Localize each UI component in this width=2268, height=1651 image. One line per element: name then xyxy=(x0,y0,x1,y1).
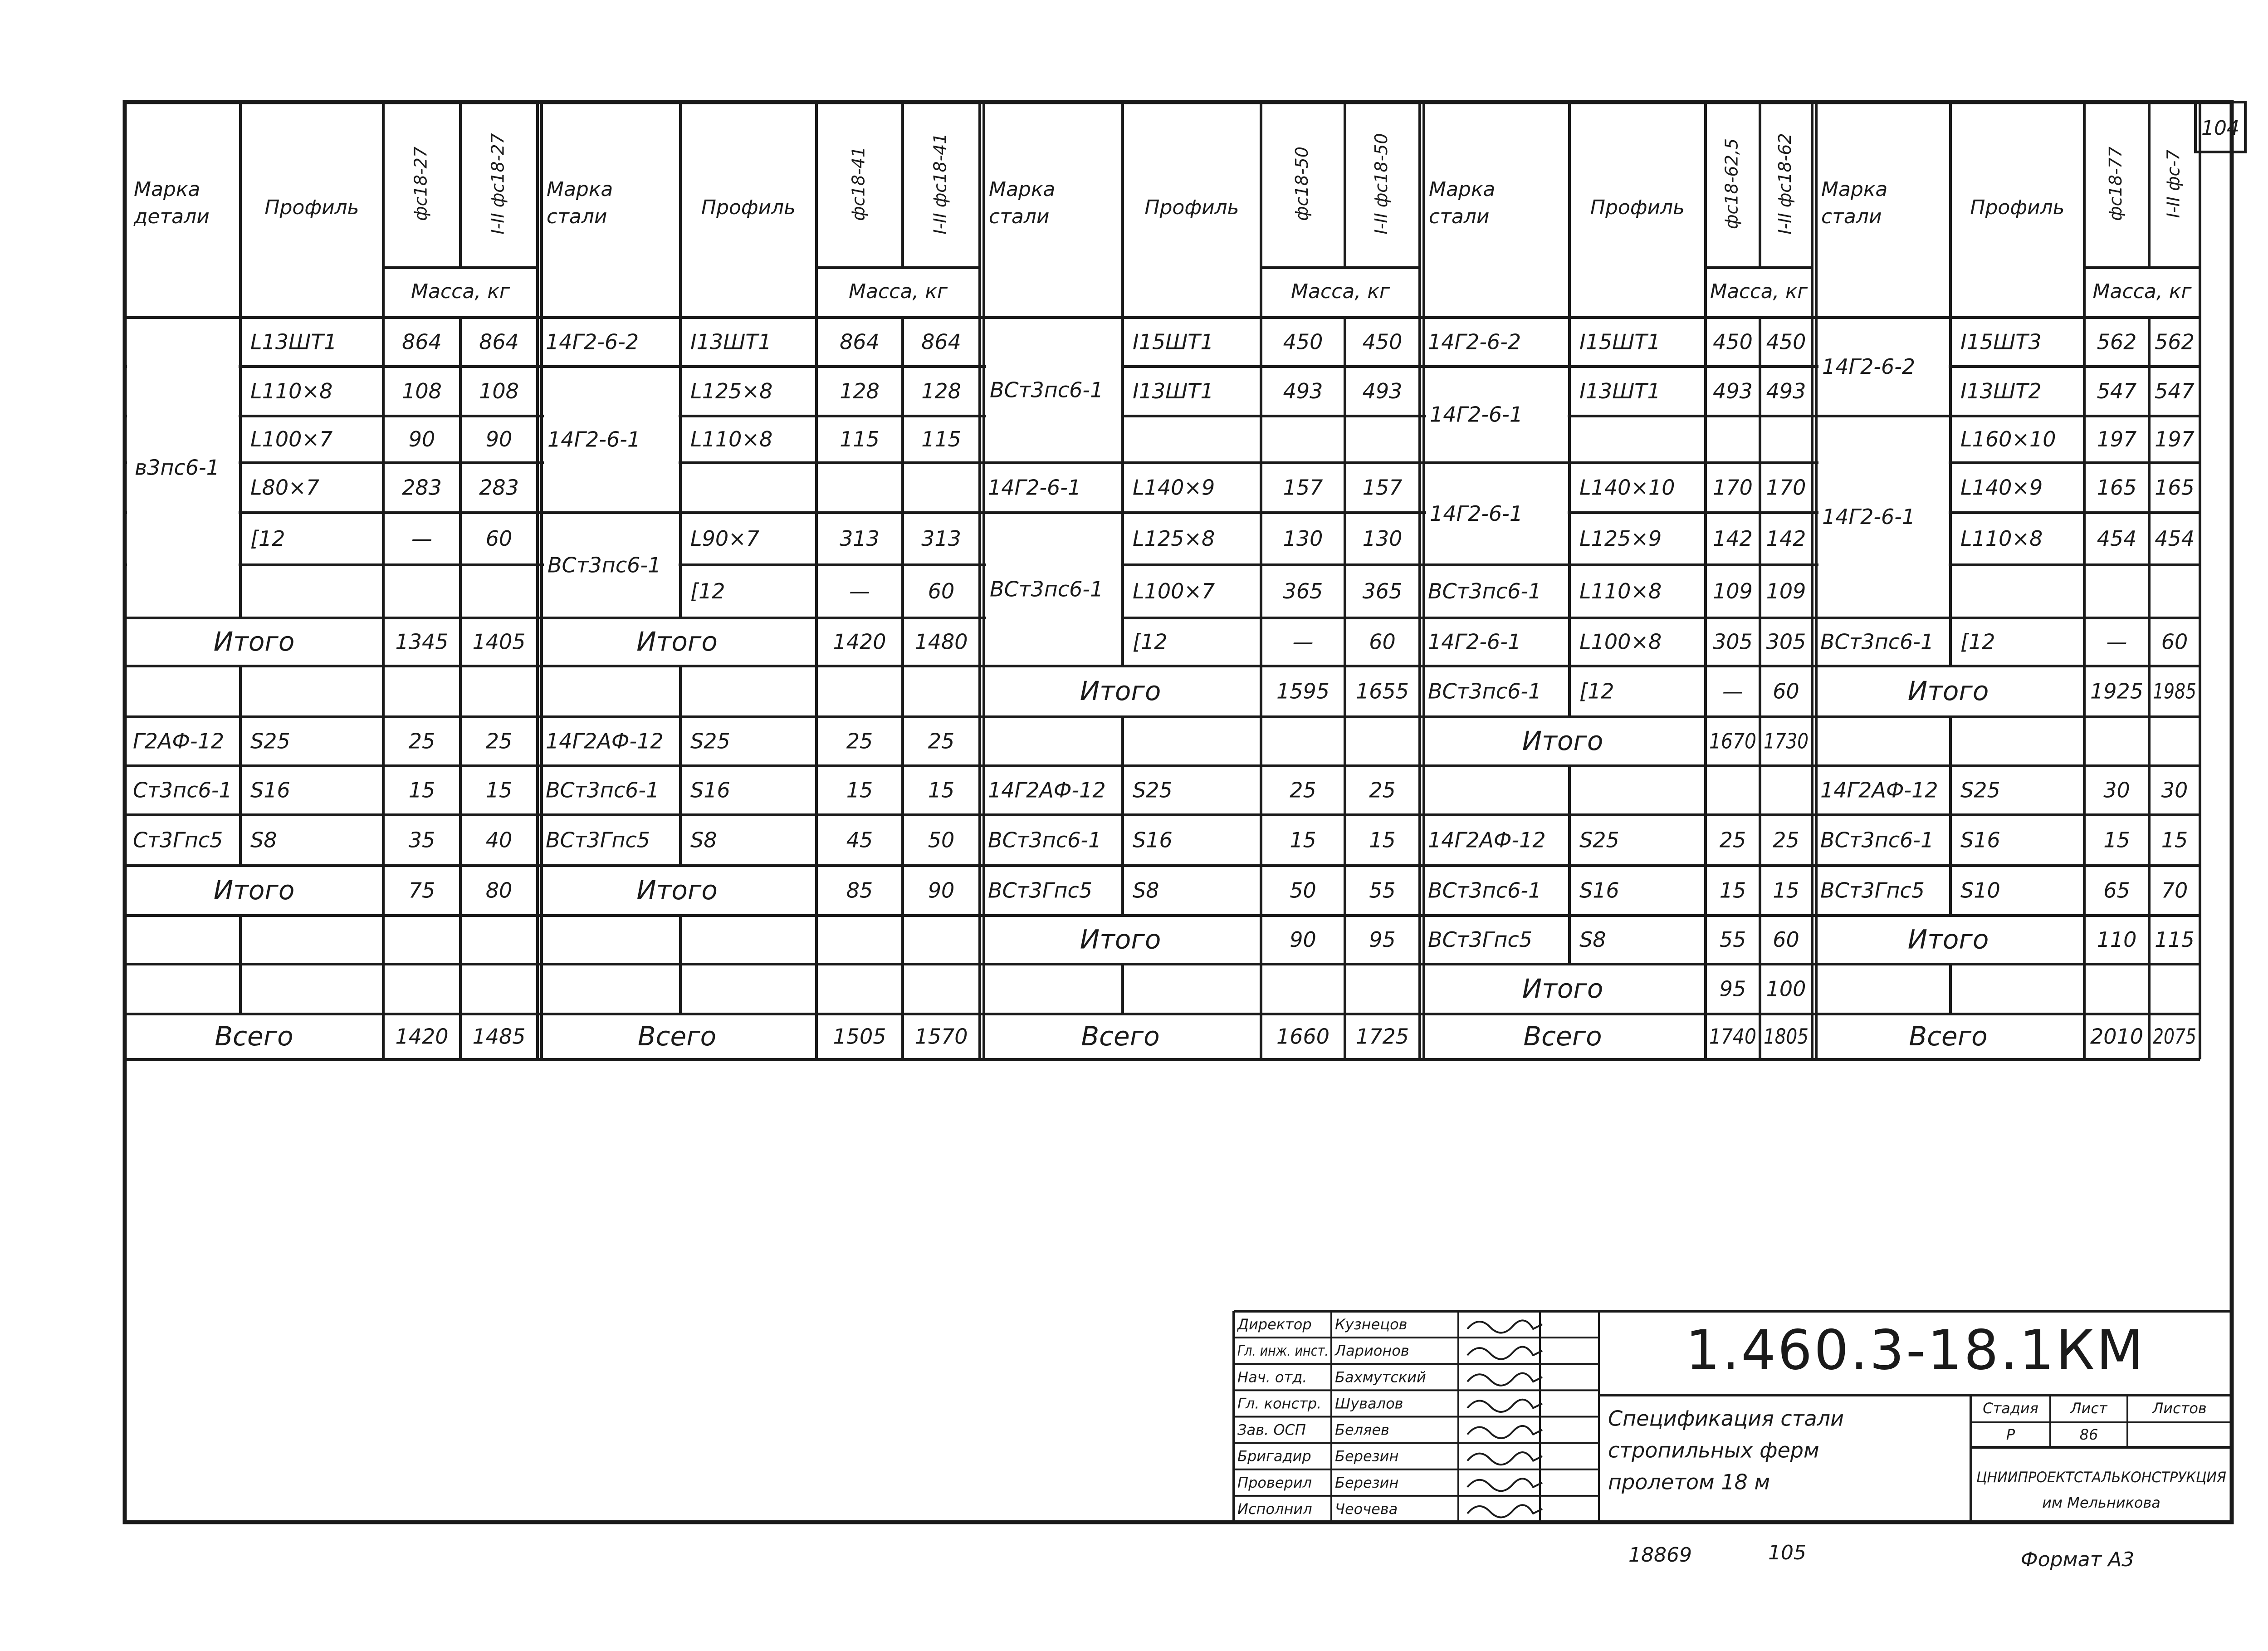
mass-value: 1405 xyxy=(472,629,526,654)
total-label: Всего xyxy=(637,1021,717,1052)
mass-value: 90 xyxy=(1290,927,1316,952)
mass-header: Масса, кг xyxy=(1291,280,1390,303)
mass-value: — xyxy=(849,579,870,603)
mass-value: 95 xyxy=(1719,976,1746,1001)
sheet-number: 104 xyxy=(2201,117,2239,140)
mass-value: 15 xyxy=(2161,828,2188,852)
total-label: Итого xyxy=(213,875,295,906)
steel-grade: ВСт3пс6-1 xyxy=(1428,679,1542,704)
sheets-label: Листов xyxy=(2152,1400,2207,1417)
steel-grade: ВСт3пс6-1 xyxy=(1820,629,1934,654)
signatory-name: Ларионов xyxy=(1335,1342,1409,1360)
profile-value: S8 xyxy=(250,828,277,852)
stage-label: Стадия xyxy=(1983,1400,2038,1417)
profile-value: S25 xyxy=(1960,778,2000,803)
signatory-role: Гл. инж. инст. xyxy=(1237,1342,1329,1360)
steel-grade: ВСт3пс6-1 xyxy=(1428,878,1542,903)
signatory-role: Нач. отд. xyxy=(1237,1368,1307,1386)
mark-header: стали xyxy=(1429,205,1490,228)
profile-value: S25 xyxy=(1133,778,1173,803)
mass-value: 130 xyxy=(1362,526,1403,551)
spec-group-3 xyxy=(980,102,1420,1059)
profile-value: L90×7 xyxy=(690,526,759,551)
mass-value: 1505 xyxy=(833,1024,886,1049)
mass-value: 15 xyxy=(408,778,435,803)
steel-grade: 14Г2-6-1 xyxy=(1430,501,1523,526)
mass-value: 1670 xyxy=(1709,729,1756,754)
signatory-role: Зав. ОСП xyxy=(1237,1421,1306,1439)
mass-value: 90 xyxy=(408,427,435,451)
mass-value: 493 xyxy=(1713,379,1753,403)
mass-value: 864 xyxy=(840,329,880,354)
mass-value: 25 xyxy=(1773,828,1799,852)
mass-value: 1485 xyxy=(472,1024,526,1049)
total-label: Итого xyxy=(636,626,718,657)
drawing-title: пролетом 18 м xyxy=(1608,1470,1770,1494)
truss-mark-header: I-II фс18-27 xyxy=(488,133,508,235)
steel-grade: Г2АФ-12 xyxy=(133,729,225,754)
mass-value: 197 xyxy=(2155,427,2195,451)
mass-value: 30 xyxy=(2161,778,2188,803)
signatory-role: Исполнил xyxy=(1237,1500,1312,1518)
mass-value: 30 xyxy=(2103,778,2130,803)
mass-value: 130 xyxy=(1283,526,1323,551)
signatory-name: Березин xyxy=(1335,1447,1399,1465)
mass-value: 562 xyxy=(2155,329,2195,354)
mass-value: 1420 xyxy=(395,1024,449,1049)
spec-group-4 xyxy=(1420,102,1812,1059)
mass-value: 85 xyxy=(846,878,873,903)
steel-grade: ВСт3пс6-1 xyxy=(1820,828,1934,852)
truss-mark-header: I-II фс-7 xyxy=(2163,149,2184,218)
profile-value: L160×10 xyxy=(1960,427,2056,451)
mass-value: 1420 xyxy=(833,629,886,654)
profile-header: Профиль xyxy=(264,196,359,219)
mass-value: 165 xyxy=(2155,475,2195,500)
profile-value: [12 xyxy=(1133,629,1168,654)
mass-value: 55 xyxy=(1369,878,1396,903)
mark-header: Марка xyxy=(1821,178,1888,201)
mass-value: 365 xyxy=(1362,579,1403,603)
mass-value: 128 xyxy=(921,379,961,403)
steel-grade: ВСт3Гпс5 xyxy=(1820,878,1925,903)
mass-value: 60 xyxy=(928,579,955,603)
total-label: Всего xyxy=(1081,1021,1160,1052)
mass-value: 1925 xyxy=(2090,679,2144,704)
mass-value: 1660 xyxy=(1276,1024,1330,1049)
mass-value: 25 xyxy=(928,729,955,754)
total-label: Итого xyxy=(1080,676,1161,707)
steel-grade: ВСт3пс6-1 xyxy=(547,553,661,578)
mass-value: 2075 xyxy=(2153,1024,2196,1049)
sheet-frame xyxy=(125,102,2232,1522)
mass-value: 45 xyxy=(846,828,873,852)
mass-value: 450 xyxy=(1283,329,1323,354)
mass-value: 15 xyxy=(928,778,955,803)
mass-value: 90 xyxy=(485,427,513,451)
profile-value: S8 xyxy=(690,828,717,852)
signatory-role: Бригадир xyxy=(1237,1447,1311,1465)
paper-format: Формат А3 xyxy=(2020,1548,2135,1571)
steel-grade: 14Г2АФ-12 xyxy=(546,729,664,754)
sheet-footer xyxy=(1628,1541,2134,1571)
truss-mark-header: I-II фс18-50 xyxy=(1371,133,1391,235)
mass-value: 50 xyxy=(1290,878,1316,903)
profile-value: L140×10 xyxy=(1579,475,1675,500)
mass-value: 50 xyxy=(928,828,955,852)
signature-scribble xyxy=(1467,1479,1542,1491)
mass-value: 170 xyxy=(1713,475,1753,500)
mass-value: 60 xyxy=(1773,927,1799,952)
steel-grade: в3пс6-1 xyxy=(135,455,220,480)
signatory-name: Шувалов xyxy=(1335,1395,1403,1412)
profile-value: L110×8 xyxy=(690,427,773,451)
profile-value: L140×9 xyxy=(1133,475,1215,500)
mass-value: 35 xyxy=(408,828,435,852)
mass-value: 60 xyxy=(1773,679,1799,704)
mass-value: 25 xyxy=(846,729,873,754)
profile-value: I13ШТ2 xyxy=(1960,379,2042,403)
signature-scribble xyxy=(1467,1400,1542,1412)
mass-value: 1655 xyxy=(1355,679,1409,704)
mass-value: 864 xyxy=(479,329,519,354)
mass-value: 170 xyxy=(1766,475,1806,500)
mass-value: 864 xyxy=(402,329,442,354)
mass-value: 305 xyxy=(1766,629,1806,654)
mark-header: Марка xyxy=(989,178,1056,201)
organization-name: им Мельникова xyxy=(2042,1494,2160,1511)
mass-value: 115 xyxy=(2155,927,2195,952)
mass-value: 60 xyxy=(2161,629,2188,654)
total-label: Итого xyxy=(1080,924,1161,955)
mass-value: 493 xyxy=(1362,379,1403,403)
mass-value: 142 xyxy=(1713,526,1753,551)
profile-value: L13ШТ1 xyxy=(250,329,337,354)
mass-value: 283 xyxy=(402,475,442,500)
sheet-label: Лист xyxy=(2070,1400,2107,1417)
truss-mark-header: фс18-77 xyxy=(2106,147,2126,221)
steel-grade: ВСт3пс6-1 xyxy=(990,377,1104,402)
signature-scribble xyxy=(1467,1320,1542,1333)
mass-value: 110 xyxy=(2097,927,2137,952)
profile-value: L80×7 xyxy=(250,475,319,500)
mass-value: 2010 xyxy=(2090,1024,2144,1049)
organization-name: ЦНИИПРОЕКТСТАЛЬКОНСТРУКЦИЯ xyxy=(1976,1469,2226,1486)
mass-value: 454 xyxy=(2097,526,2137,551)
profile-value: L110×8 xyxy=(1579,579,1662,603)
steel-grade: 14Г2АФ-12 xyxy=(988,778,1106,803)
truss-mark-header: фс18-50 xyxy=(1292,147,1312,221)
mark-header: стали xyxy=(1821,205,1882,228)
mass-value: 75 xyxy=(408,878,435,903)
mass-value: 80 xyxy=(485,878,513,903)
mass-value: 450 xyxy=(1713,329,1753,354)
profile-value: S16 xyxy=(250,778,290,803)
mass-value: 1985 xyxy=(2153,679,2196,704)
profile-value: L125×9 xyxy=(1579,526,1662,551)
total-label: Всего xyxy=(1523,1021,1602,1052)
mass-value: — xyxy=(1722,679,1743,704)
steel-grade: Ст3пс6-1 xyxy=(133,778,232,803)
mass-value: 493 xyxy=(1766,379,1806,403)
profile-value: S25 xyxy=(690,729,730,754)
steel-grade: ВСт3пс6-1 xyxy=(988,828,1102,852)
profile-value: S16 xyxy=(690,778,730,803)
total-label: Всего xyxy=(1909,1021,1988,1052)
mass-value: 109 xyxy=(1713,579,1753,603)
mass-value: 313 xyxy=(921,526,961,551)
mass-value: 15 xyxy=(1290,828,1316,852)
spec-group-2 xyxy=(538,102,980,1059)
profile-value: L110×8 xyxy=(250,379,333,403)
mass-value: 25 xyxy=(1719,828,1746,852)
mass-value: — xyxy=(2106,629,2127,654)
steel-grade: 14Г2-6-1 xyxy=(1428,629,1521,654)
mass-value: — xyxy=(1292,629,1314,654)
mass-value: 25 xyxy=(408,729,435,754)
total-label: Итого xyxy=(1522,973,1603,1004)
mass-value: 450 xyxy=(1362,329,1403,354)
sheet-drawing xyxy=(125,102,2245,1571)
mass-value: 157 xyxy=(1362,475,1403,500)
steel-grade: ВСт3пс6-1 xyxy=(1428,579,1542,603)
mass-value: 1805 xyxy=(1764,1024,1809,1049)
sheet-value: 86 xyxy=(2079,1426,2098,1443)
total-label: Итого xyxy=(636,875,718,906)
mass-value: 15 xyxy=(846,778,873,803)
mass-value: 115 xyxy=(921,427,961,451)
steel-grade: ВСт3Гпс5 xyxy=(546,828,650,852)
signature-scribble xyxy=(1467,1426,1542,1438)
signatory-name: Чеочева xyxy=(1335,1500,1398,1518)
drawing-title: стропильных ферм xyxy=(1608,1438,1819,1463)
mass-value: 493 xyxy=(1283,379,1323,403)
profile-value: S16 xyxy=(1960,828,2000,852)
mass-value: 109 xyxy=(1766,579,1806,603)
profile-header: Профиль xyxy=(1144,196,1239,219)
stage-value: Р xyxy=(2006,1426,2015,1443)
profile-value: L110×8 xyxy=(1960,526,2043,551)
total-label: Итого xyxy=(1907,924,1989,955)
mass-value: 15 xyxy=(1773,878,1799,903)
document-code: 1.460.3-18.1КМ xyxy=(1685,1319,2146,1382)
mass-value: 1725 xyxy=(1355,1024,1409,1049)
page-number: 105 xyxy=(1768,1541,1806,1564)
steel-grade: 14Г2АФ-12 xyxy=(1820,778,1938,803)
profile-value: I15ШТ1 xyxy=(1133,329,1214,354)
mass-value: 1570 xyxy=(914,1024,968,1049)
mass-value: 40 xyxy=(485,828,513,852)
total-label: Итого xyxy=(1907,676,1989,707)
truss-mark-header: I-II фс18-41 xyxy=(930,133,950,235)
steel-grade: Ст3Гпс5 xyxy=(133,828,223,852)
steel-grade: 14Г2-6-1 xyxy=(547,427,641,452)
drawing-title: Спецификация стали xyxy=(1608,1406,1844,1431)
steel-grade: ВСт3Гпс5 xyxy=(988,878,1092,903)
mass-value: 547 xyxy=(2097,379,2137,403)
profile-value: L100×8 xyxy=(1579,629,1662,654)
profile-value: I15ШТ3 xyxy=(1960,329,2042,354)
signature-scribble xyxy=(1467,1505,1542,1517)
mass-value: 197 xyxy=(2097,427,2137,451)
mass-value: 25 xyxy=(485,729,513,754)
steel-grade: 14Г2-6-1 xyxy=(988,475,1081,500)
mass-header: Масса, кг xyxy=(849,280,948,303)
signature-scribble xyxy=(1467,1347,1542,1359)
profile-value: L125×8 xyxy=(690,379,773,403)
mass-value: 313 xyxy=(840,526,880,551)
signatory-name: Беляев xyxy=(1335,1421,1389,1439)
mass-value: 108 xyxy=(479,379,519,403)
mass-value: 95 xyxy=(1369,927,1396,952)
mass-value: 60 xyxy=(485,526,513,551)
signature-scribble xyxy=(1467,1373,1542,1386)
profile-header: Профиль xyxy=(1590,196,1685,219)
mass-value: 454 xyxy=(2155,526,2195,551)
signatory-role: Проверил xyxy=(1237,1474,1312,1491)
mass-value: 165 xyxy=(2097,475,2137,500)
mark-header: стали xyxy=(989,205,1050,228)
mass-value: 547 xyxy=(2155,379,2195,403)
mass-value: 100 xyxy=(1766,976,1806,1001)
total-label: Всего xyxy=(215,1021,293,1052)
mass-value: 60 xyxy=(1369,629,1396,654)
steel-grade: ВСт3пс6-1 xyxy=(990,577,1104,602)
profile-value: L140×9 xyxy=(1960,475,2043,500)
total-label: Итого xyxy=(1522,725,1603,757)
mass-value: 562 xyxy=(2097,329,2137,354)
spec-group-1 xyxy=(125,102,538,1059)
mass-value: 55 xyxy=(1719,927,1746,952)
steel-grade: 14Г2-6-2 xyxy=(1428,329,1521,354)
steel-grade: ВСт3пс6-1 xyxy=(546,778,660,803)
profile-value: S16 xyxy=(1133,828,1173,852)
profile-value: L100×7 xyxy=(1133,579,1215,603)
truss-mark-header: фс18-62,5 xyxy=(1721,138,1742,230)
mass-value: 365 xyxy=(1283,579,1323,603)
signatory-role: Директор xyxy=(1237,1316,1312,1333)
signatory-name: Кузнецов xyxy=(1335,1316,1408,1333)
steel-grade: 14Г2-6-1 xyxy=(1822,505,1916,529)
mass-value: 70 xyxy=(2161,878,2188,903)
signatory-role: Гл. констр. xyxy=(1237,1395,1322,1412)
mass-value: 1345 xyxy=(395,629,449,654)
profile-value: [12 xyxy=(250,526,285,551)
mass-value: 108 xyxy=(402,379,442,403)
steel-grade: 14Г2-6-2 xyxy=(546,329,639,354)
mass-value: 1740 xyxy=(1709,1024,1756,1049)
mass-value: 15 xyxy=(485,778,513,803)
title-block xyxy=(1234,1311,2232,1522)
profile-value: I13ШТ1 xyxy=(1133,379,1214,403)
mass-value: 25 xyxy=(1290,778,1316,803)
profile-value: S25 xyxy=(250,729,290,754)
mass-value: 90 xyxy=(928,878,955,903)
profile-value: I13ШТ1 xyxy=(1579,379,1661,403)
mass-value: 142 xyxy=(1766,526,1806,551)
mass-value: — xyxy=(411,526,432,551)
profile-header: Профиль xyxy=(701,196,796,219)
mark-header: стали xyxy=(547,205,607,228)
profile-value: I15ШТ1 xyxy=(1579,329,1661,354)
mass-value: 450 xyxy=(1766,329,1806,354)
inventory-number: 18869 xyxy=(1628,1543,1692,1567)
mark-header: Марка xyxy=(1429,178,1496,201)
mass-header: Масса, кг xyxy=(1710,280,1808,303)
profile-value: L100×7 xyxy=(250,427,333,451)
profile-value: S16 xyxy=(1579,878,1619,903)
signatory-name: Бахмутский xyxy=(1335,1368,1426,1386)
profile-value: [12 xyxy=(1579,679,1614,704)
mark-header: детали xyxy=(134,205,210,228)
signatory-name: Березин xyxy=(1335,1474,1399,1491)
mass-value: 128 xyxy=(840,379,880,403)
mass-value: 15 xyxy=(1369,828,1396,852)
mass-header: Масса, кг xyxy=(411,280,510,303)
truss-mark-header: фс18-27 xyxy=(411,147,431,221)
mass-value: 15 xyxy=(1719,878,1746,903)
steel-grade: 14Г2-6-2 xyxy=(1822,354,1916,379)
mass-value: 157 xyxy=(1283,475,1323,500)
profile-value: [12 xyxy=(690,579,725,603)
mass-value: 65 xyxy=(2103,878,2130,903)
mass-value: 1595 xyxy=(1276,679,1330,704)
mass-value: 25 xyxy=(1369,778,1396,803)
profile-value: [12 xyxy=(1960,629,1995,654)
total-label: Итого xyxy=(213,626,295,657)
profile-value: L125×8 xyxy=(1133,526,1215,551)
profile-header: Профиль xyxy=(1970,196,2065,219)
profile-value: S25 xyxy=(1579,828,1619,852)
mark-header: Марка xyxy=(547,178,613,201)
mass-value: 1480 xyxy=(914,629,968,654)
truss-mark-header: I-II фс18-62 xyxy=(1775,133,1795,235)
steel-grade: ВСт3Гпс5 xyxy=(1428,927,1532,952)
mass-header: Масса, кг xyxy=(2092,280,2192,303)
profile-value: S8 xyxy=(1133,878,1159,903)
mass-value: 115 xyxy=(840,427,880,451)
mass-value: 283 xyxy=(479,475,519,500)
profile-value: S10 xyxy=(1960,878,2000,903)
steel-grade: 14Г2-6-1 xyxy=(1430,402,1523,427)
mass-value: 305 xyxy=(1713,629,1753,654)
mass-value: 1730 xyxy=(1764,729,1809,754)
profile-value: S8 xyxy=(1579,927,1606,952)
mark-header: Марка xyxy=(134,178,200,201)
steel-grade: 14Г2АФ-12 xyxy=(1428,828,1546,852)
profile-value: I13ШТ1 xyxy=(690,329,772,354)
truss-mark-header: фс18-41 xyxy=(848,147,869,221)
spec-group-5 xyxy=(1812,102,2200,1059)
mass-value: 864 xyxy=(921,329,961,354)
mass-value: 15 xyxy=(2103,828,2130,852)
signature-scribble xyxy=(1467,1452,1542,1465)
